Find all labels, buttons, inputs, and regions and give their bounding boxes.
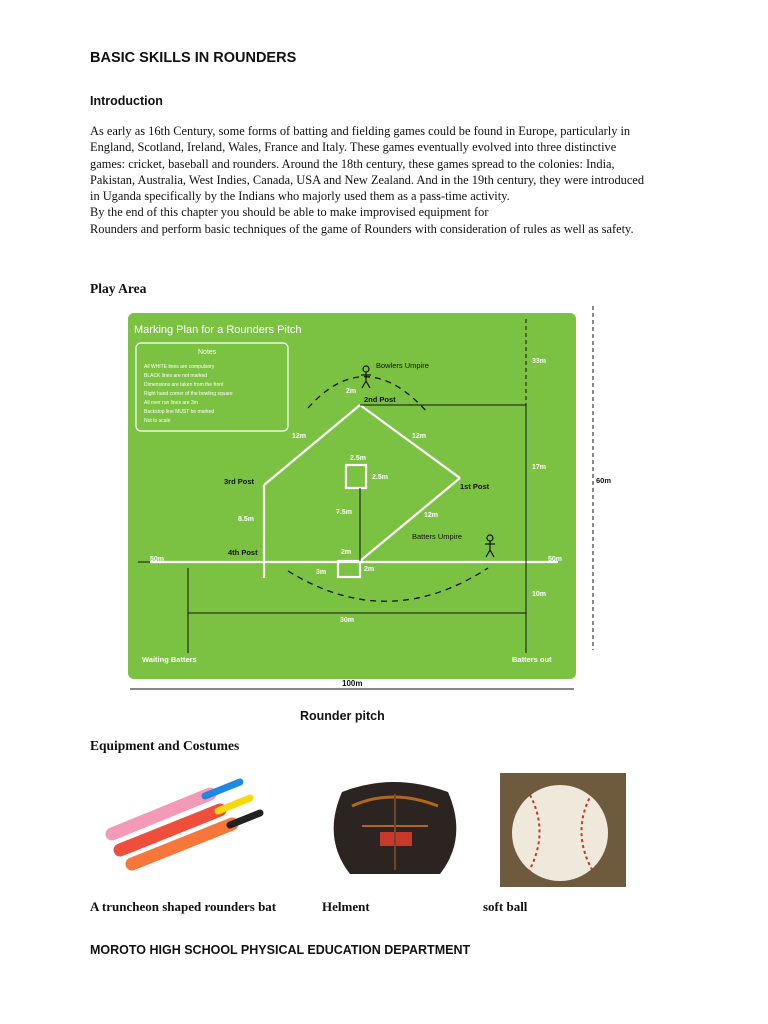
dim-label: 2.5m [372, 474, 388, 481]
equipment-heading: Equipment and Costumes [90, 738, 240, 753]
dim-label: 50m [150, 556, 165, 563]
notes-heading: Notes [198, 349, 217, 356]
pitch-caption: Rounder pitch [300, 709, 385, 723]
introduction-heading: Introduction [90, 94, 163, 108]
label-3rd-post: 3rd Post [224, 477, 255, 486]
dim-label: 2m [364, 566, 375, 573]
glove-caption: Helment [322, 899, 370, 914]
intro-paragraph: By the end of this chapter you should be able to make improvised equipment for [90, 205, 489, 220]
dim-label: 17m [532, 464, 547, 471]
glove-image [322, 778, 468, 878]
dim-label: 2.5m [350, 455, 366, 462]
dim-100m-label: 100m [342, 679, 363, 688]
document-title: BASIC SKILLS IN ROUNDERS [90, 50, 297, 66]
bat-caption: A truncheon shaped rounders bat [90, 899, 277, 914]
label-2nd-post: 2nd Post [364, 395, 396, 404]
rounders-bat-image [100, 772, 272, 872]
notes-line: Backstop line MUST be marked [144, 409, 215, 415]
dim-label: 12m [412, 433, 427, 440]
dim-label: 7.5m [336, 509, 352, 516]
softball-image [500, 773, 626, 887]
label-bowlers-umpire: Bowlers Umpire [376, 361, 429, 370]
notes-line: All WHITE lines are compulsory [144, 364, 215, 370]
dim-label: 12m [424, 512, 439, 519]
intro-paragraph: Rounders and perform basic techniques of the game of Rounders with consideration of rules as well as safety. [90, 221, 634, 236]
dim-label: 2m [341, 549, 352, 556]
dim-label: 2m [346, 388, 357, 395]
introduction-text [90, 123, 650, 237]
dim-60m-label: 60m [596, 476, 612, 485]
label-waiting-batters: Waiting Batters [142, 655, 197, 664]
notes-line: Dimensions are taken from the front [144, 382, 224, 388]
notes-line: Not to scale [144, 418, 171, 424]
notes-line: All over run lines are 3m [144, 400, 198, 406]
notes-line: Right hand corner of the bowling square [144, 391, 233, 397]
pitch-title: Marking Plan for a Rounders Pitch [134, 324, 302, 336]
dim-label: 30m [340, 617, 355, 624]
dim-label: 10m [532, 591, 547, 598]
dim-label: 12m [292, 433, 307, 440]
label-batters-out: Batters out [512, 655, 552, 664]
play-area-heading: Play Area [90, 281, 147, 296]
label-1st-post: 1st Post [460, 482, 490, 491]
dim-label: 50m [548, 556, 563, 563]
ball-caption: soft ball [483, 899, 528, 914]
label-batters-umpire: Batters Umpire [412, 532, 463, 541]
notes-line: BLACK lines are not marked [144, 373, 208, 379]
outer-dimensions [128, 300, 628, 692]
intro-paragraph: As early as 16th Century, some forms of batting and fielding games could be found in Europe, particularly in England, Scotland, Ireland, Wales, France and Italy. These games eventually evolved into three distinctive games: cricket, baseball and rounders. Around the 18th century, these games spread to the colonies: India, Pakistan, Australia, West Indies, Canada, USA and New Zealand. And in the 19th century, they were introduced in Uganda specifically by the Indians who majorly used them as a pass-time activity. [90, 124, 645, 204]
footer-text: MOROTO HIGH SCHOOL PHYSICAL EDUCATION DEPARTMENT [90, 943, 471, 957]
dim-label: 33m [532, 358, 547, 365]
label-4th-post: 4th Post [228, 548, 258, 557]
dim-label: 3m [316, 569, 327, 576]
dim-label: 8.5m [238, 516, 254, 523]
